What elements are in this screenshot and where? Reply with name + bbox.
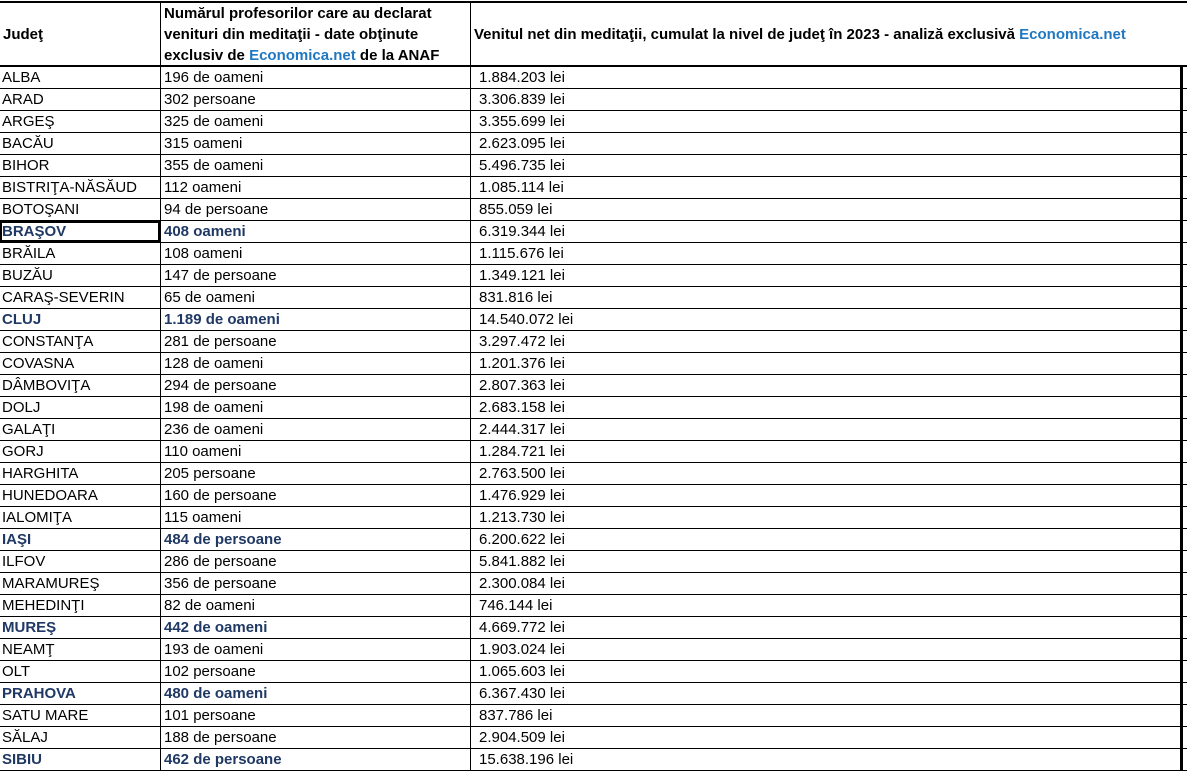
table-row	[0, 331, 1187, 353]
table-row	[0, 111, 1187, 133]
cell-judet[interactable]: NEAMŢ	[2, 641, 55, 658]
header-profesori-text: Numărul profesorilor care au declarat venituri din meditaţii - date obţinute exclusiv de	[164, 4, 432, 64]
cell-judet[interactable]: SIBIU	[2, 751, 43, 768]
cell-profesori[interactable]: 281 de persoane	[160, 331, 470, 352]
table-row	[0, 89, 1187, 111]
table-row	[0, 133, 1187, 155]
cell-venit[interactable]: 855.059 lei	[470, 199, 1183, 220]
table-row	[0, 683, 1187, 705]
cell-judet[interactable]: GALAŢI	[2, 421, 56, 438]
table-row	[0, 397, 1187, 419]
cell-venit[interactable]: 2.763.500 lei	[470, 463, 1183, 484]
cell-profesori[interactable]: 294 de persoane	[160, 375, 470, 396]
table-row	[0, 155, 1187, 177]
cell-judet[interactable]: PRAHOVA	[2, 685, 76, 702]
cell-profesori[interactable]: 196 de oameni	[160, 67, 470, 88]
cell-profesori[interactable]: 160 de persoane	[160, 485, 470, 506]
table-row	[0, 375, 1187, 397]
cell-judet[interactable]: BISTRIŢA-NĂSĂUD	[2, 179, 138, 196]
table-row	[0, 727, 1187, 749]
cell-profesori[interactable]: 115 oameni	[160, 507, 470, 528]
cell-profesori[interactable]: 462 de persoane	[160, 749, 470, 770]
table-row	[0, 221, 1187, 243]
cell-venit[interactable]: 1.201.376 lei	[470, 353, 1183, 374]
table-header	[0, 1, 1187, 67]
cell-profesori[interactable]: 1.189 de oameni	[160, 309, 470, 330]
cell-judet[interactable]: ARGEŞ	[2, 113, 55, 130]
cell-venit[interactable]: 837.786 lei	[470, 705, 1183, 726]
cell-venit[interactable]: 2.807.363 lei	[470, 375, 1183, 396]
table-row	[0, 67, 1187, 89]
cell-profesori[interactable]: 356 de persoane	[160, 573, 470, 594]
cell-profesori[interactable]: 408 oameni	[160, 221, 470, 242]
table-row	[0, 265, 1187, 287]
cell-profesori[interactable]: 286 de persoane	[160, 551, 470, 572]
cell-profesori[interactable]: 302 persoane	[160, 89, 470, 110]
cell-profesori[interactable]: 101 persoane	[160, 705, 470, 726]
cell-judet[interactable]: MEHEDINŢI	[2, 597, 85, 614]
cell-venit[interactable]: 6.200.622 lei	[470, 529, 1183, 550]
table-row	[0, 243, 1187, 265]
cell-profesori[interactable]: 108 oameni	[160, 243, 470, 264]
cell-judet[interactable]: ILFOV	[2, 553, 46, 570]
cell-judet[interactable]: BOTOŞANI	[2, 201, 80, 218]
cell-judet[interactable]: HUNEDOARA	[2, 487, 98, 504]
cell-venit[interactable]: 14.540.072 lei	[470, 309, 1183, 330]
cell-venit[interactable]: 1.284.721 lei	[470, 441, 1183, 462]
economica-link[interactable]: Economica.net	[1019, 25, 1126, 43]
cell-profesori[interactable]: 480 de oameni	[160, 683, 470, 704]
cell-profesori[interactable]: 198 de oameni	[160, 397, 470, 418]
cell-venit[interactable]: 4.669.772 lei	[470, 617, 1183, 638]
table-row	[0, 749, 1187, 771]
cell-judet[interactable]: MUREŞ	[2, 619, 57, 636]
cell-profesori[interactable]: 82 de oameni	[160, 595, 470, 616]
cell-judet[interactable]: BUZĂU	[2, 267, 53, 284]
header-profesori[interactable]	[160, 3, 470, 65]
cell-venit[interactable]: 2.683.158 lei	[470, 397, 1183, 418]
table-row	[0, 617, 1187, 639]
cell-judet[interactable]: IALOMIŢA	[2, 509, 73, 526]
cell-judet[interactable]: OLT	[2, 663, 31, 680]
table-row	[0, 595, 1187, 617]
table-row	[0, 551, 1187, 573]
table-row	[0, 199, 1187, 221]
table-row	[0, 507, 1187, 529]
cell-venit[interactable]: 2.904.509 lei	[470, 727, 1183, 748]
cell-judet[interactable]: SATU MARE	[2, 707, 89, 724]
cell-profesori[interactable]: 236 de oameni	[160, 419, 470, 440]
cell-venit[interactable]: 3.355.699 lei	[470, 111, 1183, 132]
table-row	[0, 639, 1187, 661]
cell-venit[interactable]: 1.884.203 lei	[470, 67, 1183, 88]
table-row	[0, 309, 1187, 331]
cell-profesori[interactable]: 205 persoane	[160, 463, 470, 484]
cell-venit[interactable]: 1.065.603 lei	[470, 661, 1183, 682]
table-body	[0, 67, 1187, 771]
cell-profesori[interactable]: 188 de persoane	[160, 727, 470, 748]
cell-venit[interactable]: 3.297.472 lei	[470, 331, 1183, 352]
cell-profesori[interactable]: 65 de oameni	[160, 287, 470, 308]
cell-judet[interactable]: ARAD	[2, 91, 44, 108]
cell-profesori[interactable]: 315 oameni	[160, 133, 470, 154]
economica-link[interactable]: Economica.net	[249, 46, 356, 64]
cell-judet[interactable]: GORJ	[2, 443, 44, 460]
cell-venit[interactable]: 831.816 lei	[470, 287, 1183, 308]
cell-profesori[interactable]: 325 de oameni	[160, 111, 470, 132]
cell-judet[interactable]: MARAMUREŞ	[2, 575, 100, 592]
cell-venit[interactable]: 1.476.929 lei	[470, 485, 1183, 506]
cell-judet[interactable]: CLUJ	[2, 311, 42, 328]
cell-profesori[interactable]: 147 de persoane	[160, 265, 470, 286]
cell-judet[interactable]: ALBA	[2, 69, 41, 86]
cell-profesori[interactable]: 94 de persoane	[160, 199, 470, 220]
table-row	[0, 419, 1187, 441]
cell-venit[interactable]: 6.319.344 lei	[470, 221, 1183, 242]
cell-judet[interactable]: IAŞI	[2, 531, 32, 548]
cell-profesori[interactable]: 442 de oameni	[160, 617, 470, 638]
cell-venit[interactable]: 3.306.839 lei	[470, 89, 1183, 110]
cell-judet[interactable]: COVASNA	[2, 355, 75, 372]
header-profesori-label	[164, 3, 470, 66]
cell-judet[interactable]: BRĂILA	[2, 245, 56, 262]
cell-venit[interactable]: 6.367.430 lei	[470, 683, 1183, 704]
cell-venit[interactable]: 2.623.095 lei	[470, 133, 1183, 154]
cell-judet[interactable]: DOLJ	[2, 399, 41, 416]
cell-profesori[interactable]: 110 oameni	[160, 441, 470, 462]
cell-profesori[interactable]: 112 oameni	[160, 177, 470, 198]
table-row	[0, 705, 1187, 727]
table-row	[0, 441, 1187, 463]
header-profesori-tail: de la ANAF	[355, 46, 440, 64]
cell-judet[interactable]: SĂLAJ	[2, 729, 48, 746]
cell-venit[interactable]: 2.300.084 lei	[470, 573, 1183, 594]
cell-venit[interactable]: 746.144 lei	[470, 595, 1183, 616]
cell-judet[interactable]: HARGHITA	[2, 465, 79, 482]
table-row	[0, 661, 1187, 683]
cell-judet[interactable]: BRAŞOV	[0, 221, 160, 242]
cell-venit[interactable]: 1.903.024 lei	[470, 639, 1183, 660]
cell-profesori[interactable]: 193 de oameni	[160, 639, 470, 660]
cell-judet[interactable]: BACĂU	[2, 135, 54, 152]
cell-judet[interactable]: DÂMBOVIŢA	[2, 377, 91, 394]
cell-judet[interactable]: BIHOR	[2, 157, 50, 174]
header-judet-label: Judeţ	[3, 25, 44, 43]
cell-profesori[interactable]: 355 de oameni	[160, 155, 470, 176]
cell-profesori[interactable]: 484 de persoane	[160, 529, 470, 550]
header-venit-label	[474, 24, 1126, 45]
cell-judet[interactable]: CARAŞ-SEVERIN	[2, 289, 125, 306]
cell-venit[interactable]: 1.115.676 lei	[470, 243, 1183, 264]
cell-profesori[interactable]: 102 persoane	[160, 661, 470, 682]
header-venit-text: Venitul net din meditaţii, cumulat la nivel de judeţ în 2023 - analiză exclusivă	[474, 25, 1020, 43]
cell-venit[interactable]: 1.085.114 lei	[470, 177, 1183, 198]
cell-venit[interactable]: 15.638.196 lei	[470, 749, 1183, 770]
table-row	[0, 287, 1187, 309]
cell-venit[interactable]: 2.444.317 lei	[470, 419, 1183, 440]
table-row	[0, 485, 1187, 507]
cell-profesori[interactable]: 128 de oameni	[160, 353, 470, 374]
cell-venit[interactable]: 1.213.730 lei	[470, 507, 1183, 528]
table-row	[0, 463, 1187, 485]
table-row	[0, 529, 1187, 551]
cell-venit[interactable]: 5.496.735 lei	[470, 155, 1183, 176]
table-row	[0, 177, 1187, 199]
header-judet[interactable]	[0, 3, 160, 65]
header-venit[interactable]	[470, 3, 1187, 65]
cell-venit[interactable]: 5.841.882 lei	[470, 551, 1183, 572]
table-row	[0, 573, 1187, 595]
cell-judet[interactable]: CONSTANŢA	[2, 333, 94, 350]
cell-venit[interactable]: 1.349.121 lei	[470, 265, 1183, 286]
table-row	[0, 353, 1187, 375]
